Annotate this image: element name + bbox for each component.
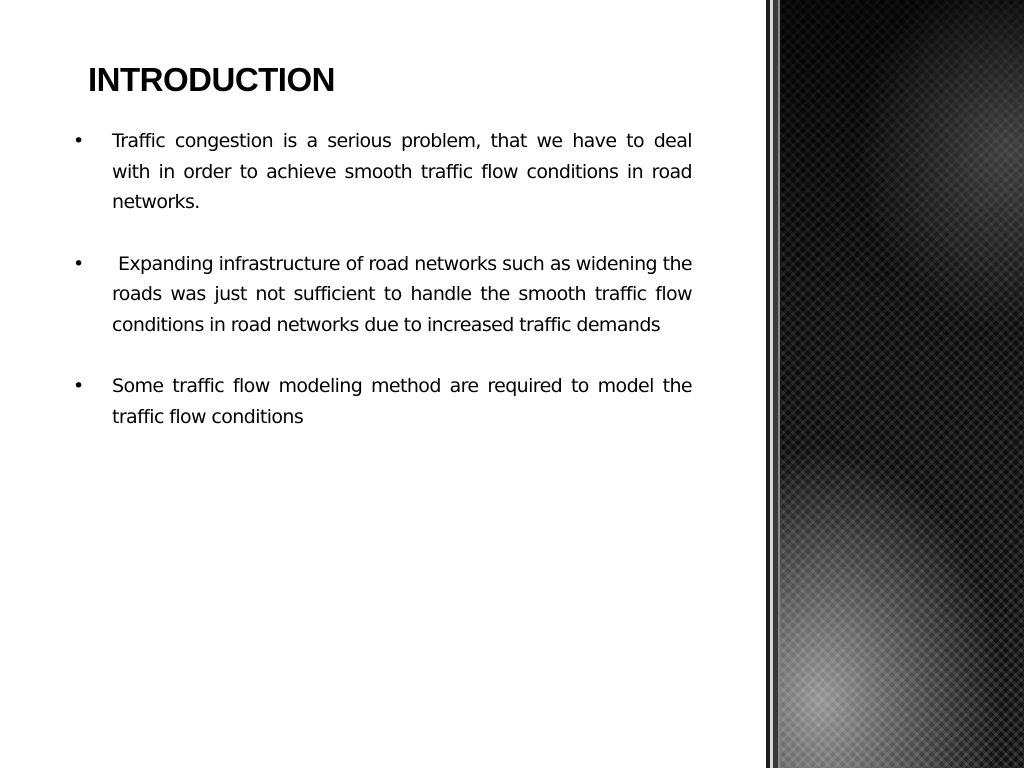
decorative-side-panel (766, 0, 1024, 768)
bullet-dot-icon: • (73, 130, 84, 152)
bullet-text: Traffic congestion is a serious problem, that we have to deal with in order to achieve smooth traffic flow conditions in road networks. (112, 130, 692, 213)
carbon-fiber-highlight (780, 0, 1024, 768)
slide-title: INTRODUCTION (88, 61, 335, 98)
bullet-dot-icon: • (73, 375, 84, 397)
bullet-text: Some traffic flow modeling method are required to model the traffic flow conditions (112, 375, 692, 428)
bullet-item (70, 126, 692, 218)
bullet-item (70, 371, 692, 432)
bullet-item (70, 249, 692, 341)
bullet-text: Expanding infrastructure of road networks such as widening the roads was just not sufficient to handle the smooth traffic flow conditions in road networks due to increased traffic demands (112, 252, 692, 336)
bullet-dot-icon: • (73, 252, 84, 275)
bullet-list (70, 126, 692, 463)
